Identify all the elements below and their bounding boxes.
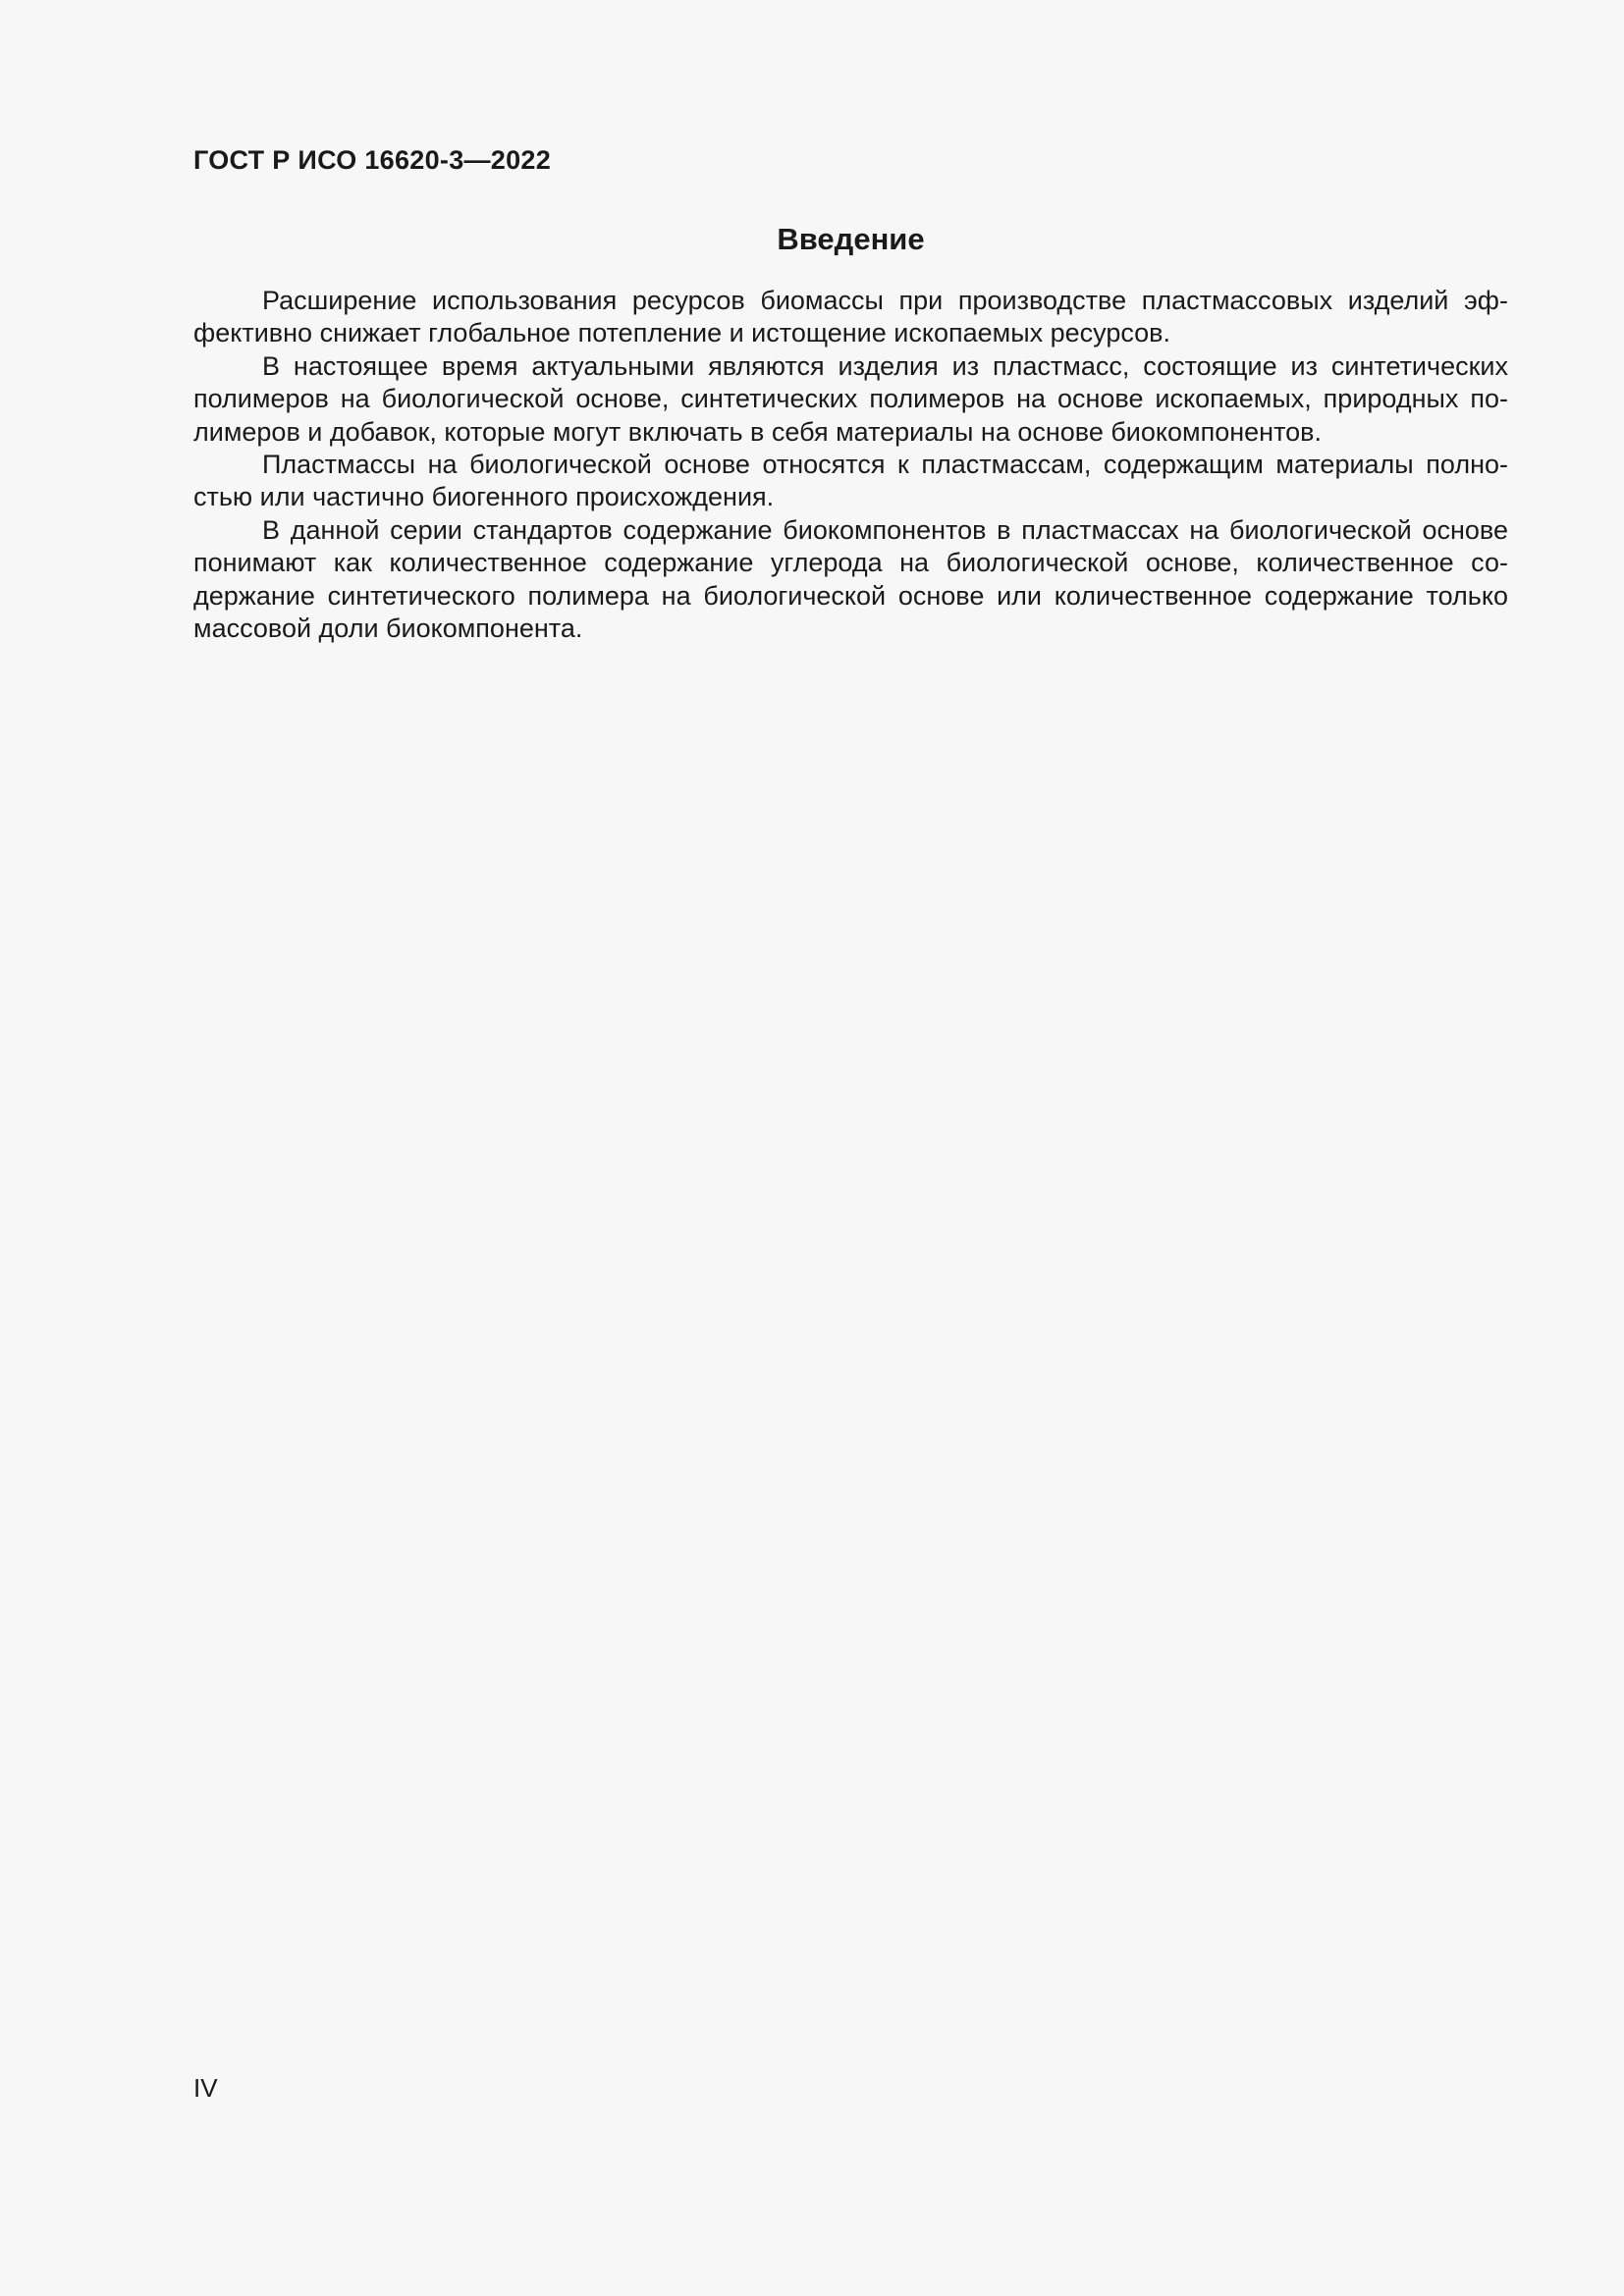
page-number: IV xyxy=(193,2073,218,2103)
paragraph: Пластмассы на биологической основе относятся к пластмассам, содержащим материалы полностью или частично биогенного происхождения. xyxy=(193,450,1508,512)
section-title: Введение xyxy=(777,222,925,256)
document-header: ГОСТ Р ИСО 16620-3—2022 xyxy=(193,145,552,175)
paragraph: В данной серии стандартов содержание биокомпонентов в пластмассах на биологической основе понимают как количественное содержание углерода на биологической основе, количественное содержание синтетического полимера на биологической основе или количественное содержание только массовой доли биокомпонента. xyxy=(193,514,1508,644)
body-text xyxy=(193,285,1508,645)
paragraph: Расширение использования ресурсов биомассы при производстве пластмассовых изделий эффективно снижает глобальное потепление и истощение ископаемых ресурсов. xyxy=(193,286,1508,348)
paragraph: В настоящее время актуальными являются изделия из пластмасс, состоящие из синтетических полимеров на биологической основе, синтетических полимеров на основе ископаемых, природных полимеров и добавок, которые могут включать в себя материалы на основе биокомпонентов. xyxy=(193,350,1508,447)
